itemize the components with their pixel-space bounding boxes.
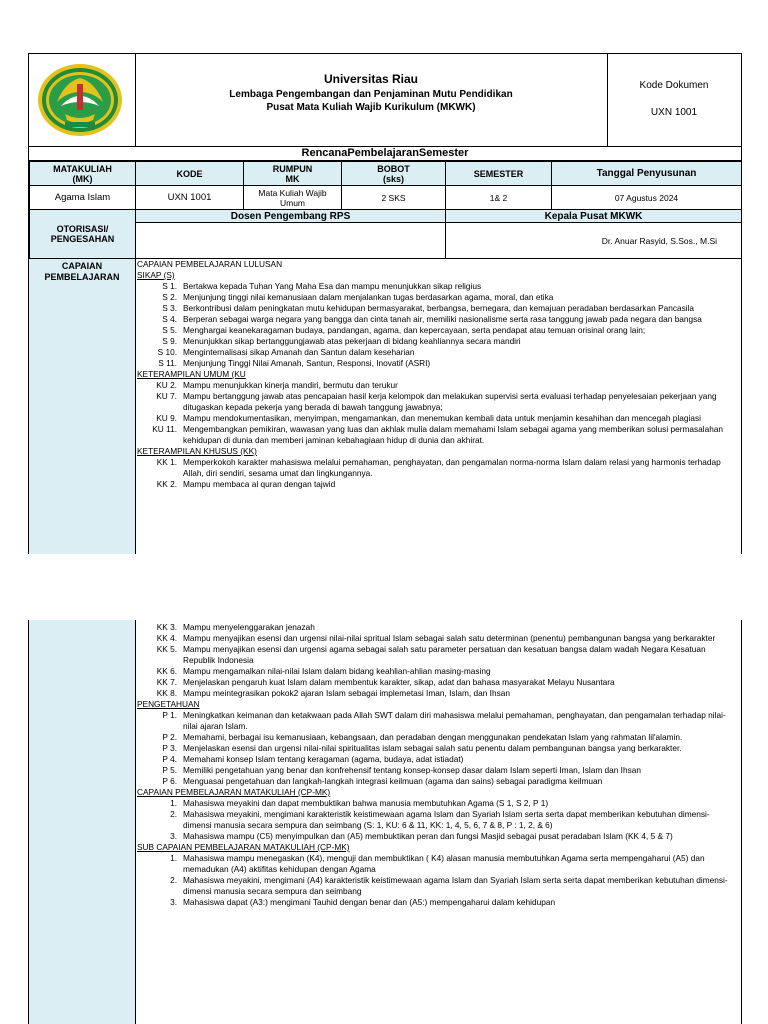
cpmk-item-code: 1. — [170, 798, 177, 808]
sikap-item-code: S 10. — [157, 347, 177, 357]
kode-dokumen-value: UXN 1001 — [650, 107, 698, 118]
sikap-item-code: S 5. — [162, 325, 177, 335]
sikap-item-text: Menjunjung tinggi nilai kemanusiaan dalam menjalankan tugas berdasarkan agama, moral, dan etika — [183, 292, 554, 302]
ku-item — [137, 391, 737, 413]
sikap-item — [137, 358, 737, 369]
sikap-list — [137, 281, 737, 369]
sikap-item-code: S 9. — [162, 336, 177, 346]
subcpmk-item-text: Mahasiswa dapat (A3:) mengimani Tauhid dengan benar dan (A5:) mempengaharui dalam kehidupan — [183, 897, 556, 907]
pengetahuan-item-text: Menguasai pengetahuan dan langkah-langkah integrasi keilmuan (agama dan sains) sebagai paradigma keilmuan — [183, 776, 603, 786]
sikap-item — [137, 336, 737, 347]
kepala-pusat-header: Kepala Pusat MKWK — [446, 210, 742, 223]
pengetahuan-item-code: P 1. — [162, 710, 177, 720]
rps-page-2 — [28, 620, 742, 1024]
kk-item-text: Mampu membaca al quran dengan tajwid — [183, 479, 336, 489]
cpmk-item-text: Mahasiswa meyakini dan dapat membuktikan bahwa manusia membutuhkan Agama (S 1, S 2, P 1) — [183, 798, 549, 808]
course-table — [29, 161, 741, 259]
kk-item-text: Mampu meintegrasikan pokok2 ajaran Islam sebagai implemetasi Iman, Islam, dan Ihsan — [183, 688, 510, 698]
sikap-item-code: S 4. — [162, 314, 177, 324]
pengetahuan-item-text: Memahami konsep Islam tentang keragaman (agama, budaya, adat istiadat) — [183, 754, 464, 764]
kk-item-text: Memperkokoh karakter mahasiswa melalui pemahaman, penghayatan, dan pengamalan norma-norma Islam dalam relasi yang harmonis terhadap Allah, diri sendiri, sesama umat dan lingkungannya. — [183, 457, 721, 478]
kk-item-text: Mampu mengamalkan nilai-nilai Islam dalam bidang keahlian-ahlian masing-masing — [183, 666, 491, 676]
pengetahuan-item — [137, 710, 737, 732]
kepala-pusat-name: Dr. Anuar Rasyid, S.Sos., M.Si — [446, 223, 742, 259]
sikap-item-code: S 1. — [162, 281, 177, 291]
ku-item-code: KU 2. — [156, 380, 177, 390]
kk-item-text: Mampu menyajikan esensi dan urgensi nilai-nilai spritual Islam sebagai salah satu determinan (penentu) pembangunan bangsa yang berkarakter — [183, 633, 716, 643]
value-tanggal: 07 Agustus 2024 — [552, 186, 742, 210]
sikap-item — [137, 281, 737, 292]
sikap-item — [137, 303, 737, 314]
header-tanggal: Tanggal Penyusunan — [552, 162, 742, 186]
pengetahuan-list — [137, 710, 737, 787]
otorisasi-label: OTORISASI/ PENGESAHAN — [30, 210, 136, 259]
kk-item-code: KK 3. — [156, 622, 177, 632]
dosen-pengembang-header: Dosen Pengembang RPS — [136, 210, 446, 223]
capaian-label-cell — [29, 259, 136, 554]
university-name: Universitas Riau — [323, 72, 419, 86]
kk-item-code: KK 5. — [156, 644, 177, 654]
lembaga-name: Lembaga Pengembangan dan Penjaminan Mutu Pendidikan — [229, 89, 513, 100]
kk-item-text: Menjelaskan pengaruh kuat Islam dalam membentuk karakter, sikap, adat dan bahasa masyarakat Melayu Nusantara — [183, 677, 615, 687]
value-bobot: 2 SKS — [342, 186, 446, 210]
cpmk-item-code: 3. — [170, 831, 177, 841]
ku-item-code: KU 7. — [156, 391, 177, 401]
sikap-item-text: Menunjukkan sikap bertanggungjawab atas pekerjaan di bidang keahliannya secara mandiri — [183, 336, 521, 346]
subcpmk-item-code: 2. — [170, 875, 177, 885]
kk-list — [137, 457, 737, 490]
sikap-item-text: Menginternalisasi sikap Amanah dan Santun dalam keseharian — [183, 347, 415, 357]
sikap-item-code: S 11. — [158, 358, 177, 368]
pengetahuan-item-code: P 6. — [162, 776, 177, 786]
value-matakuliah: Agama Islam — [30, 186, 136, 210]
cpl-heading: CAPAIAN PEMBELAJARAN LULUSAN — [137, 259, 283, 269]
sikap-item-text: Menghargai keanekaragaman budaya, pandangan, agama, dan kepercayaan, serta pendapat atau temuan orisinal orang lain; — [183, 325, 646, 335]
subcpmk-item — [137, 897, 737, 908]
pengetahuan-item — [137, 743, 737, 754]
pusat-name: Pusat Mata Kuliah Wajib Kurikulum (MKWK) — [266, 102, 476, 113]
header-semester: SEMESTER — [446, 162, 552, 186]
value-rumpun: Mata Kuliah Wajib Umum — [244, 186, 342, 210]
subcpmk-item-code: 1. — [170, 853, 177, 863]
pengetahuan-item — [137, 732, 737, 743]
pengetahuan-item — [137, 754, 737, 765]
kk-item — [137, 479, 737, 490]
subcpmk-item-code: 3. — [170, 897, 177, 907]
sikap-item-text: Menjunjung Tinggi Nilai Amanah, Santun, Responsi, Inovatif (ASRI) — [183, 358, 431, 368]
ku-item — [137, 413, 737, 424]
sikap-item — [137, 292, 737, 303]
cpmk-item-text: Mahasiswa meyakini, mengimani karakteristik keistimewaan agama Islam dan Syariah Islam serta serta dapat memberikan kebutuhan dimensi-dimensi manusia secara sempura dan seimbang (S: 1, KU: 6 & 11, KK: 1, 4, 5, 6, 7 & 8, P : 1, 2, & 6) — [183, 809, 710, 830]
subcpmk-item-text: Mahasiswa mampu menegaskan (K4), menguji dan membuktikan ( K4) alasan manusia membutuhkan Agama serta mempengaharui (A5) dan memadukan (A4) aktifitas kehidupan dengan Agama — [183, 853, 705, 874]
sikap-item — [137, 325, 737, 336]
pengetahuan-item — [137, 765, 737, 776]
sikap-item-text: Bertakwa kepada Tuhan Yang Maha Esa dan mampu menunjukkan sikap religius — [183, 281, 482, 291]
kk-item-code: KK 4. — [156, 633, 177, 643]
kk-item-text: Mampu menyelenggarakan jenazah — [183, 622, 315, 632]
ku-item — [137, 424, 737, 446]
rps-page-1 — [28, 53, 742, 554]
university-logo — [35, 62, 125, 138]
cpmk-title: CAPAIAN PEMBELAJARAN MATAKULIAH (CP-MK) — [137, 787, 331, 797]
pengetahuan-item — [137, 776, 737, 787]
ku-item-code: KU 11. — [152, 424, 177, 434]
dosen-pengembang-value — [136, 223, 446, 259]
header-matakuliah: MATAKULIAH (MK) — [30, 162, 136, 186]
capaian-content — [137, 259, 737, 554]
kk-item-code: KK 7. — [156, 677, 177, 687]
subcpmk-list — [137, 853, 737, 908]
cpmk-item — [137, 831, 737, 842]
kk-item-code: KK 2. — [156, 479, 177, 489]
ku-item-code: KU 9. — [156, 413, 177, 423]
ku-item-text: Mampu bertanggung jawab atas pencapaian hasil kerja kelompok dan melakukan supervisi serta evaluasi terhadap penyelesaian pekerjaan yang ditugaskan kepada pekerja yang berada di bawah tanggung jawabnya; — [183, 391, 717, 412]
kk-item-code: KK 6. — [156, 666, 177, 676]
pengetahuan-item-text: Menjelaskan esensi dan urgensi nilai-nilai spiritualitas islam sebagai salah satu penentu dalam pembangunan bangsa yang berkarakter. — [183, 743, 682, 753]
kk-item — [137, 457, 737, 479]
rps-title: RencanaPembelajaranSemester — [29, 146, 741, 161]
sikap-item-code: S 3. — [162, 303, 177, 313]
ku-item-text: Mampu mendokumentasikan, menyimpan, mengamankan, dan menemukan kembali data untuk menjamin kesahihan dan mencegah plagiasi — [183, 413, 701, 423]
capaian-content-continued — [137, 622, 737, 908]
header-rumpun: RUMPUN MK — [244, 162, 342, 186]
kk-item — [137, 666, 737, 677]
cpmk-item-text: Mahasiswa mampu (C5) menyimpulkan dan (A5) membuktikan peran dan fungsi Masjid sebagai pusat peradaban Islam (KK 4, 5 & 7) — [183, 831, 673, 841]
kk-item-code: KK 8. — [156, 688, 177, 698]
cpmk-list — [137, 798, 737, 842]
subcpmk-item-text: Mahasiswa meyakini, mengimani (A4) karakteristik keistimewaan agama Islam dan Syariah Islam serta serta dapat memberikan kebutuhan dimensi-dimensi manusia secara sempura dan seimbang — [183, 875, 728, 896]
pengetahuan-item-code: P 5. — [162, 765, 177, 775]
header-bobot: BOBOT (sks) — [342, 162, 446, 186]
ku-item-text: Mengembangkan pemikiran, wawasan yang luas dan akhlak mulia dalam memahami Islam sebagai agama yang memberikan solusi permasalahan kehidupan di dunia dan memberi jaminan kebahagiaan hidup di dunia dan akhirat. — [183, 424, 724, 445]
pengetahuan-item-code: P 2. — [162, 732, 177, 742]
pengetahuan-item-text: Meningkatkan keimanan dan ketakwaan pada Allah SWT dalam diri mahasiswa melalui pemahaman, penghayatan, dan pengamalan terhadap nilai-nilai ajaran Islam. — [183, 710, 726, 731]
cpmk-item — [137, 798, 737, 809]
value-kode: UXN 1001 — [136, 186, 244, 210]
pengetahuan-item-code: P 4. — [162, 754, 177, 764]
value-semester: 1& 2 — [446, 186, 552, 210]
kk-item-code: KK 1. — [156, 457, 177, 467]
ku-list — [137, 380, 737, 446]
pengetahuan-item-text: Memahami, berbagai isu kemanusiaan, kebangsaan, dan peradaban dengan menggunakan pendekatan Islam yang rahmatan lil'alamin. — [183, 732, 683, 742]
kode-dokumen-label: Kode Dokumen — [639, 80, 709, 91]
subcpmk-item — [137, 875, 737, 897]
ku-item — [137, 380, 737, 391]
ku-title: KETERAMPILAN UMUM (KU — [137, 369, 246, 379]
kk-item-text: Mampu menyajikan esensi dan urgensi agama sebagai salah satu parameter persatuan dan kesatuan bangsa dalam wadah Negara Kesatuan Republik Indonesia — [183, 644, 706, 665]
sikap-title: SIKAP (S) — [137, 270, 175, 280]
kk-item — [137, 688, 737, 699]
pengetahuan-title: PENGETAHUAN — [137, 699, 200, 709]
cpmk-item — [137, 809, 737, 831]
sikap-item — [137, 347, 737, 358]
subcpmk-title: SUB CAPAIAN PEMBELAJARAN MATAKULIAH (CP-MK) — [137, 842, 350, 852]
logo-cell — [29, 54, 136, 146]
header-kode: KODE — [136, 162, 244, 186]
ku-item-text: Mampu menunjukkan kinerja mandiri, bermutu dan terukur — [183, 380, 398, 390]
subcpmk-item — [137, 853, 737, 875]
kk-list-continued — [137, 622, 737, 699]
sikap-item — [137, 314, 737, 325]
pengetahuan-item-code: P 3. — [162, 743, 177, 753]
institution-title — [135, 54, 608, 146]
kk-item — [137, 644, 737, 666]
sikap-item-code: S 2. — [162, 292, 177, 302]
cpmk-item-code: 2. — [170, 809, 177, 819]
kk-title: KETERAMPILAN KHUSUS (KK) — [137, 446, 257, 456]
kk-item — [137, 677, 737, 688]
kk-item — [137, 622, 737, 633]
pengetahuan-item-text: Memiliki pengetahuan yang benar dan konfrehensif tentang konsep-konsep dasar dalam Islam seperti Iman, Islam dan Ihsan — [183, 765, 641, 775]
capaian-label: CAPAIAN PEMBELAJARAN — [44, 261, 120, 282]
capaian-label-cell-continued — [29, 620, 136, 1024]
kk-item — [137, 633, 737, 644]
kode-dokumen-cell — [607, 54, 741, 146]
sikap-item-text: Berkontribusi dalam peningkatan mutu kehidupan bermasyarakat, berbangsa, bernegara, dan kemajuan peradaban berdasarkan Pancasila — [183, 303, 695, 313]
document-header — [29, 54, 741, 147]
sikap-item-text: Berperan sebagai warga negara yang bangga dan cinta tanah air, memiliki nasionalisme serta rasa tanggung jawab pada negara dan bangsa — [183, 314, 702, 324]
